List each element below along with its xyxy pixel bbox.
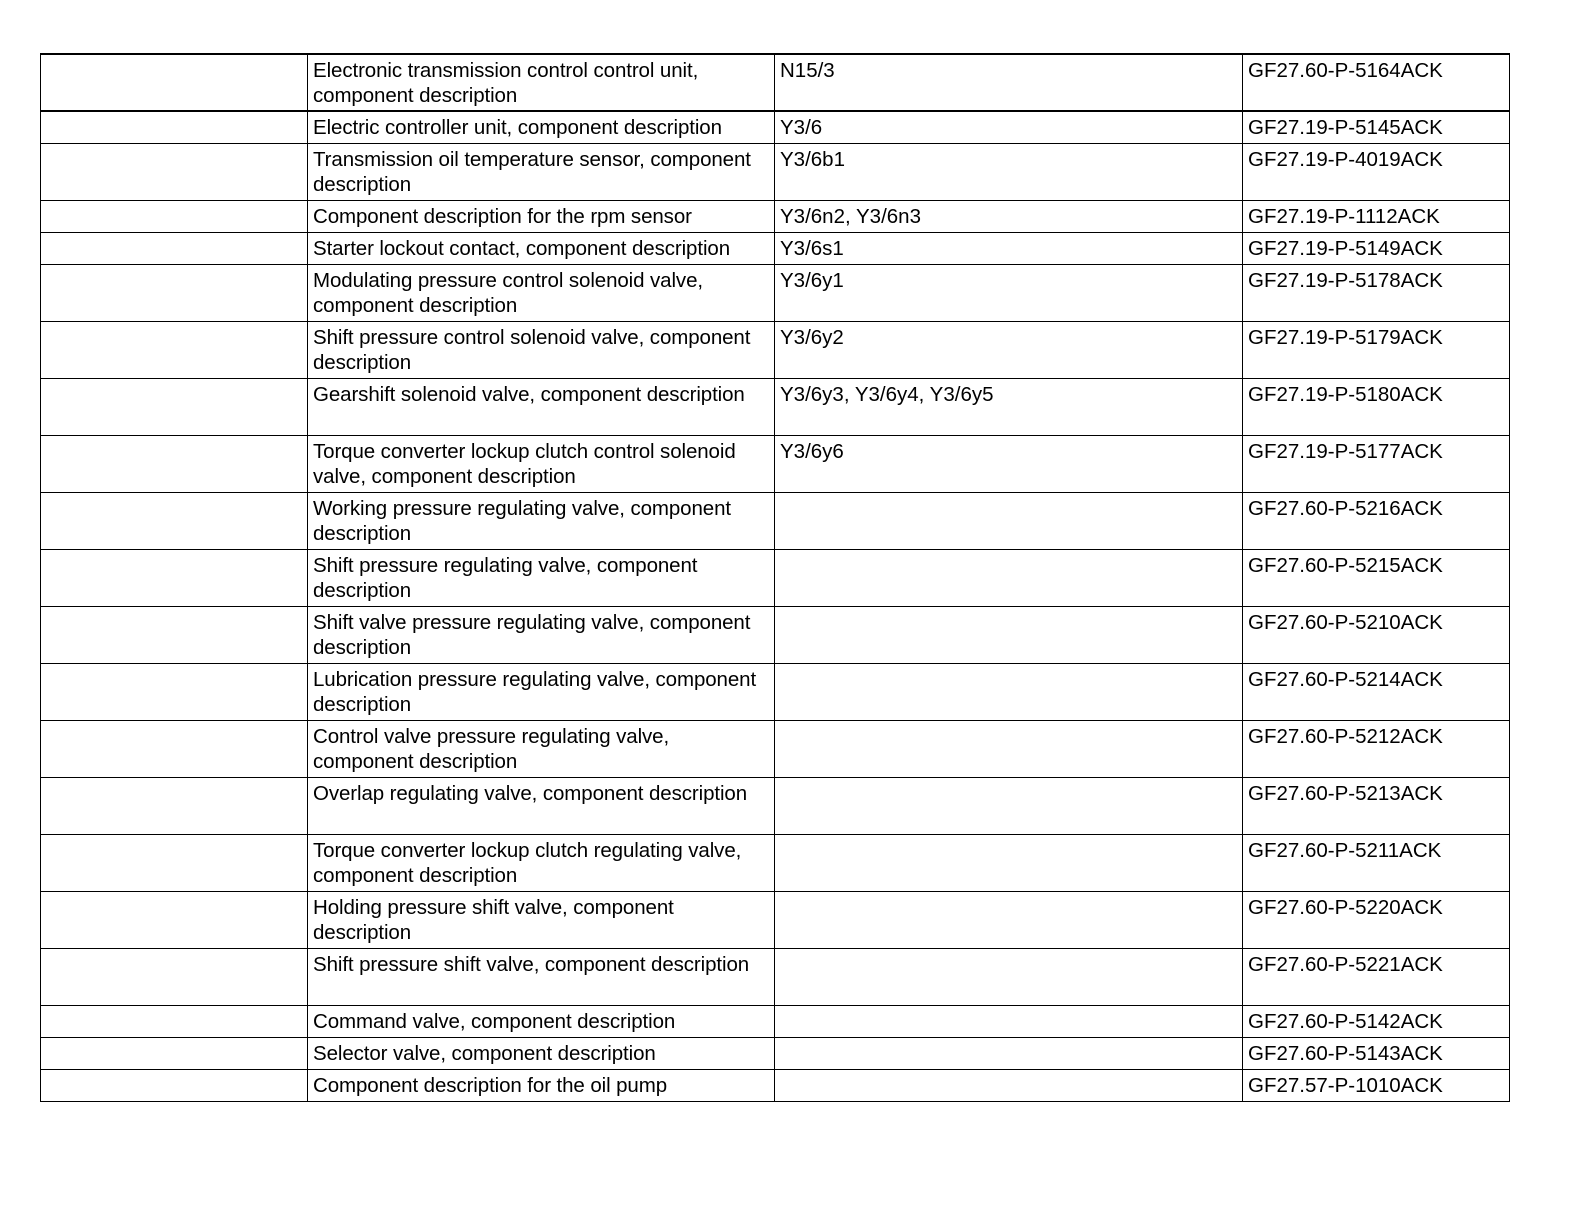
document-number-cell: GF27.60-P-5211ACK	[1243, 834, 1510, 891]
component-cell: Y3/6y6	[775, 435, 1243, 492]
document-number-cell: GF27.19-P-5179ACK	[1243, 321, 1510, 378]
empty-cell	[41, 264, 308, 321]
table-row	[41, 378, 1510, 435]
description-cell: Transmission oil temperature sensor, component description	[308, 143, 775, 200]
empty-cell	[41, 891, 308, 948]
document-number-cell: GF27.60-P-5210ACK	[1243, 606, 1510, 663]
table-row	[41, 435, 1510, 492]
table-row	[41, 143, 1510, 200]
description-cell: Torque converter lockup clutch control solenoid valve, component description	[308, 435, 775, 492]
table-body	[41, 54, 1510, 1101]
empty-cell	[41, 232, 308, 264]
table-row	[41, 321, 1510, 378]
empty-cell	[41, 777, 308, 834]
description-cell: Component description for the rpm sensor	[308, 200, 775, 232]
document-number-cell: GF27.19-P-5180ACK	[1243, 378, 1510, 435]
table-row	[41, 54, 1510, 111]
description-cell: Electronic transmission control control unit, component description	[308, 54, 775, 111]
document-number-cell: GF27.60-P-5221ACK	[1243, 948, 1510, 1005]
component-cell: Y3/6b1	[775, 143, 1243, 200]
empty-cell	[41, 948, 308, 1005]
table-row	[41, 264, 1510, 321]
table-row	[41, 891, 1510, 948]
component-cell	[775, 777, 1243, 834]
component-reference-table	[40, 53, 1510, 1102]
component-cell: N15/3	[775, 54, 1243, 111]
empty-cell	[41, 492, 308, 549]
document-number-cell: GF27.60-P-5215ACK	[1243, 549, 1510, 606]
empty-cell	[41, 549, 308, 606]
component-cell	[775, 1069, 1243, 1101]
description-cell: Lubrication pressure regulating valve, component description	[308, 663, 775, 720]
component-cell	[775, 1037, 1243, 1069]
empty-cell	[41, 378, 308, 435]
component-cell: Y3/6s1	[775, 232, 1243, 264]
table-row	[41, 232, 1510, 264]
description-cell: Shift pressure regulating valve, component description	[308, 549, 775, 606]
component-cell: Y3/6	[775, 111, 1243, 143]
empty-cell	[41, 663, 308, 720]
table-row	[41, 1037, 1510, 1069]
empty-cell	[41, 1037, 308, 1069]
empty-cell	[41, 435, 308, 492]
component-cell: Y3/6y1	[775, 264, 1243, 321]
document-number-cell: GF27.19-P-5149ACK	[1243, 232, 1510, 264]
empty-cell	[41, 54, 308, 111]
description-cell: Electric controller unit, component description	[308, 111, 775, 143]
empty-cell	[41, 143, 308, 200]
empty-cell	[41, 1005, 308, 1037]
component-cell	[775, 606, 1243, 663]
component-cell	[775, 834, 1243, 891]
document-number-cell: GF27.60-P-5214ACK	[1243, 663, 1510, 720]
document-number-cell: GF27.19-P-5178ACK	[1243, 264, 1510, 321]
document-number-cell: GF27.60-P-5164ACK	[1243, 54, 1510, 111]
table-row	[41, 1069, 1510, 1101]
component-cell: Y3/6n2, Y3/6n3	[775, 200, 1243, 232]
empty-cell	[41, 606, 308, 663]
description-cell: Shift valve pressure regulating valve, component description	[308, 606, 775, 663]
document-number-cell: GF27.19-P-4019ACK	[1243, 143, 1510, 200]
component-cell	[775, 663, 1243, 720]
table-row	[41, 663, 1510, 720]
description-cell: Working pressure regulating valve, component description	[308, 492, 775, 549]
description-cell: Overlap regulating valve, component description	[308, 777, 775, 834]
description-cell: Control valve pressure regulating valve, component description	[308, 720, 775, 777]
description-cell: Command valve, component description	[308, 1005, 775, 1037]
table-row	[41, 834, 1510, 891]
table-row	[41, 1005, 1510, 1037]
description-cell: Modulating pressure control solenoid valve, component description	[308, 264, 775, 321]
component-cell	[775, 891, 1243, 948]
description-cell: Torque converter lockup clutch regulating valve, component description	[308, 834, 775, 891]
description-cell: Gearshift solenoid valve, component description	[308, 378, 775, 435]
document-number-cell: GF27.60-P-5212ACK	[1243, 720, 1510, 777]
document-number-cell: GF27.19-P-1112ACK	[1243, 200, 1510, 232]
empty-cell	[41, 720, 308, 777]
document-number-cell: GF27.19-P-5177ACK	[1243, 435, 1510, 492]
component-cell: Y3/6y3, Y3/6y4, Y3/6y5	[775, 378, 1243, 435]
document-number-cell: GF27.60-P-5143ACK	[1243, 1037, 1510, 1069]
component-cell: Y3/6y2	[775, 321, 1243, 378]
description-cell: Starter lockout contact, component description	[308, 232, 775, 264]
table-row	[41, 492, 1510, 549]
description-cell: Selector valve, component description	[308, 1037, 775, 1069]
description-cell: Shift pressure shift valve, component description	[308, 948, 775, 1005]
empty-cell	[41, 200, 308, 232]
component-cell	[775, 1005, 1243, 1037]
empty-cell	[41, 321, 308, 378]
table-row	[41, 720, 1510, 777]
description-cell: Holding pressure shift valve, component description	[308, 891, 775, 948]
empty-cell	[41, 834, 308, 891]
document-number-cell: GF27.19-P-5145ACK	[1243, 111, 1510, 143]
document-number-cell: GF27.60-P-5213ACK	[1243, 777, 1510, 834]
table-row	[41, 111, 1510, 143]
empty-cell	[41, 1069, 308, 1101]
component-cell	[775, 948, 1243, 1005]
component-cell	[775, 492, 1243, 549]
document-number-cell: GF27.60-P-5142ACK	[1243, 1005, 1510, 1037]
document-number-cell: GF27.57-P-1010ACK	[1243, 1069, 1510, 1101]
document-number-cell: GF27.60-P-5216ACK	[1243, 492, 1510, 549]
table-row	[41, 549, 1510, 606]
document-number-cell: GF27.60-P-5220ACK	[1243, 891, 1510, 948]
component-cell	[775, 549, 1243, 606]
table-row	[41, 777, 1510, 834]
description-cell: Component description for the oil pump	[308, 1069, 775, 1101]
description-cell: Shift pressure control solenoid valve, component description	[308, 321, 775, 378]
empty-cell	[41, 111, 308, 143]
table-row	[41, 200, 1510, 232]
table-row	[41, 606, 1510, 663]
component-cell	[775, 720, 1243, 777]
table-row	[41, 948, 1510, 1005]
